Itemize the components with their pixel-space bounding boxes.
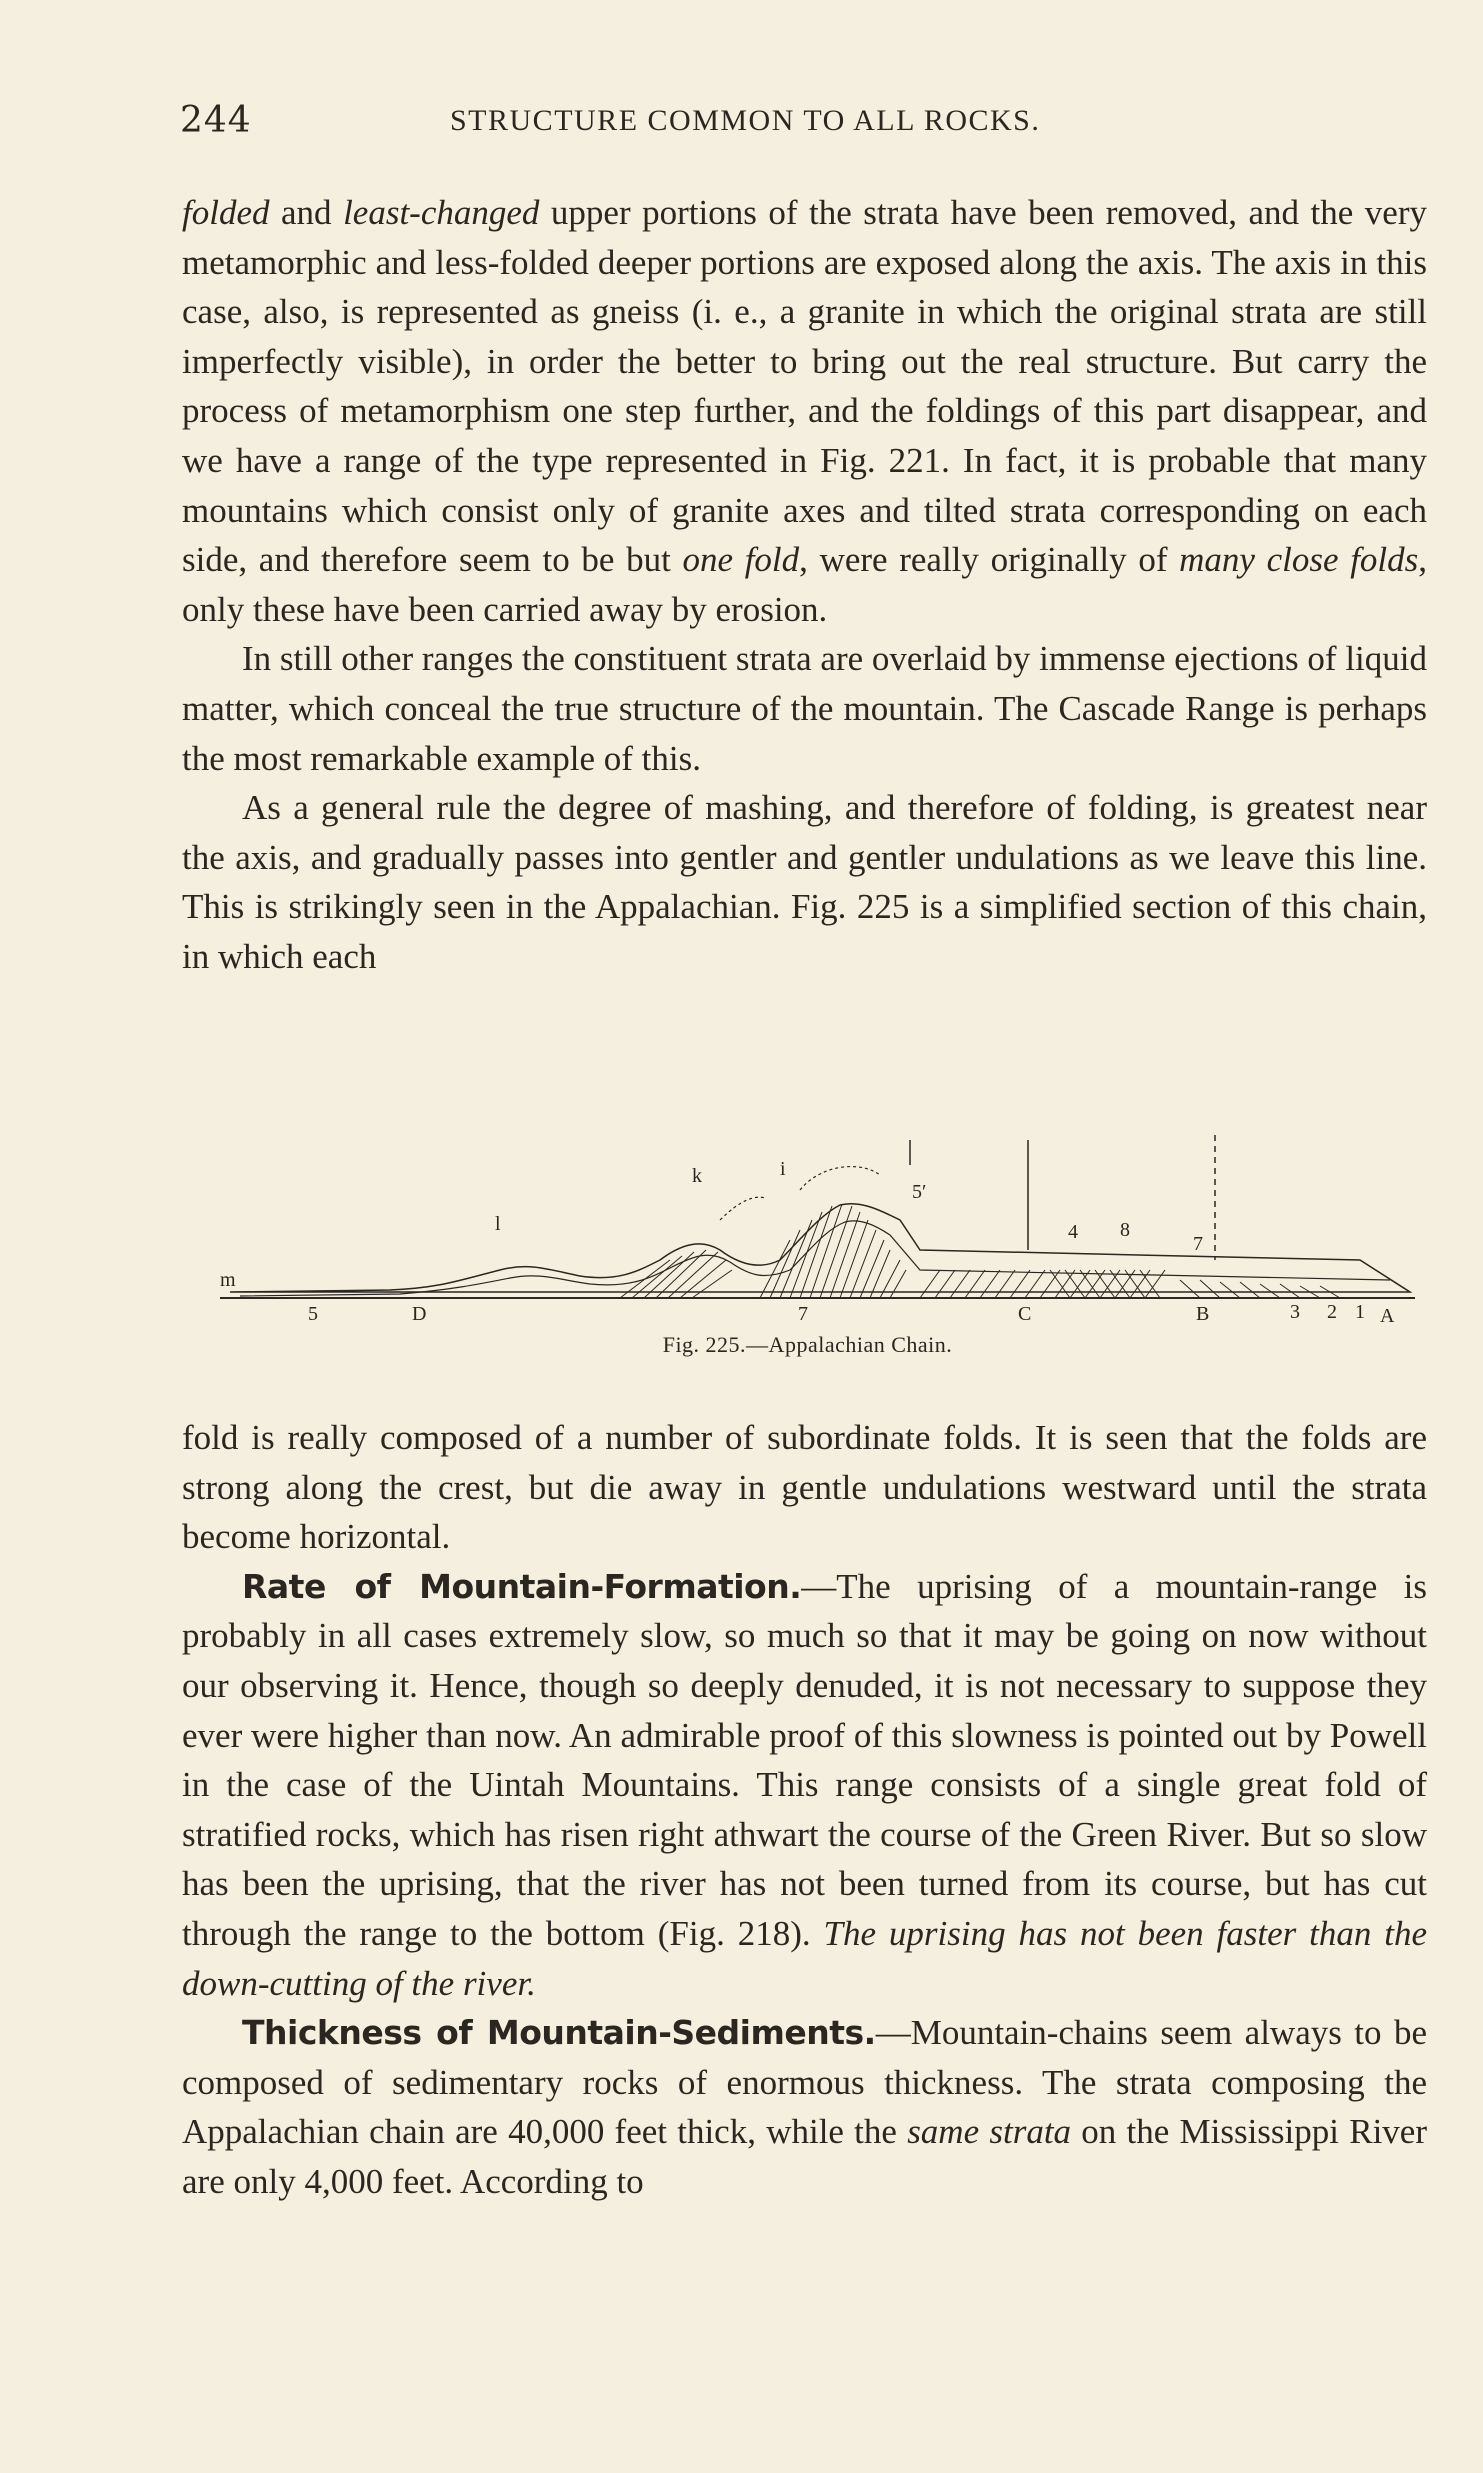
- label-i: i: [780, 1158, 786, 1180]
- paragraph-continuation: [182, 188, 1427, 634]
- appalachian-section-illustration: [200, 1120, 1440, 1330]
- italic-phrase: many close folds: [1179, 540, 1419, 580]
- label-l: l: [495, 1213, 501, 1235]
- paragraph-folds-continuation: fold is really composed of a number of subordinate folds. It is seen that the folds are strong along the crest, but die away in gentle undulations westward until the strata become horizontal.: [182, 1418, 1427, 1557]
- label-bottom-B: B: [1196, 1303, 1210, 1325]
- label-bottom-D: D: [412, 1303, 427, 1325]
- section-heading-rate: Rate of Mountain-Formation.: [242, 1566, 802, 1606]
- label-bottom-A: A: [1380, 1305, 1395, 1327]
- label-bottom-3: 3: [1290, 1301, 1300, 1323]
- label-bottom-5: 5: [308, 1303, 318, 1325]
- paragraph-rate-of-formation: [182, 1562, 1427, 2008]
- italic-phrase: least-changed: [343, 193, 540, 232]
- label-bottom-C: C: [1018, 1303, 1032, 1325]
- text-run: on the Mississippi River are only 4,000 feet. According to: [182, 2112, 1427, 2201]
- text-run: —The uprising of a mountain-range is probably in all cases extremely slow, so much so that it may be going on now without our observing it. Hence, though so deeply denuded, it is not necessary to suppose they ever were higher than now. An admirable proof of this slowness is pointed out by Powell in the case of the Uintah Mountains. This range consists of a single great fold of stratified rocks, which has risen right athwart the course of the Green River. But so slow has been the uprising, that the river has not been turned from its course, but has cut through the range to the bottom (Fig. 218).: [182, 1566, 1427, 1953]
- text-run: , were really originally of: [799, 540, 1180, 580]
- page-header: [180, 100, 1430, 160]
- running-title: STRUCTURE COMMON TO ALL ROCKS.: [450, 104, 1041, 137]
- text-run: , only these have been carried away by erosion.: [182, 540, 1428, 629]
- figure-caption: Fig. 225.—Appalachian Chain.: [662, 1332, 953, 1357]
- label-bottom-1: 1: [1355, 1301, 1365, 1323]
- figure-225: [200, 1120, 1440, 1360]
- label-8-top: 8: [1120, 1219, 1130, 1241]
- paragraph-thickness: [182, 2008, 1427, 2206]
- italic-phrase: one fold: [682, 540, 800, 580]
- label-k: k: [692, 1165, 702, 1187]
- section-heading-thickness: Thickness of Mountain-Sediments.: [242, 2013, 876, 2053]
- page-number: 244: [180, 100, 252, 141]
- text-run: —Mountain-chains seem always to be composed of sedimentary rocks of enormous thickness. The strata composing the Appalachian chain are 40,000 feet thick, while the: [182, 2013, 1427, 2152]
- label-4: 4: [1068, 1221, 1078, 1243]
- text-run: and: [269, 193, 344, 232]
- paragraph-cascade-range: In still other ranges the constituent strata are overlaid by immense ejections of liquid matter, which conceal the true structure of the mountain. The Cascade Range is perhaps the most remarkable example of this.: [182, 639, 1427, 778]
- italic-phrase: The uprising has not been faster than the down-cutting of the river.: [182, 1913, 1427, 2003]
- label-7-right: 7: [1193, 1233, 1203, 1255]
- text-block-upper: [182, 188, 1427, 982]
- label-5-prime: 5′: [912, 1181, 927, 1203]
- label-bottom-2: 2: [1327, 1301, 1337, 1323]
- text-block-lower: [182, 1413, 1427, 2207]
- paragraph-folding-degree: As a general rule the degree of mashing, and therefore of folding, is greatest near the axis, and gradually passes into gentler and gentler undulations as we leave this line. This is strikingly seen in the Appalachian. Fig. 225 is a simplified section of this chain, in which each: [182, 788, 1427, 976]
- label-bottom-7: 7: [798, 1303, 808, 1325]
- italic-phrase: folded: [182, 193, 270, 232]
- label-m: m: [220, 1269, 236, 1291]
- italic-phrase: same strata: [907, 2112, 1072, 2152]
- text-run: upper portions of the strata have been removed, and the very metamorphic and less-folded deeper portions are exposed along the axis. The axis in this case, also, is represented as gneiss (i. e., a granite in which the original strata are still imperfectly visible), in order the better to bring out the real structure. But carry the process of metamorphism one step further, and the foldings of this part disappear, and we have a range of the type represented in Fig. 221. In fact, it is probable that many mountains which consist only of granite axes and tilted strata corresponding on each side, and therefore seem to be but: [182, 193, 1427, 580]
